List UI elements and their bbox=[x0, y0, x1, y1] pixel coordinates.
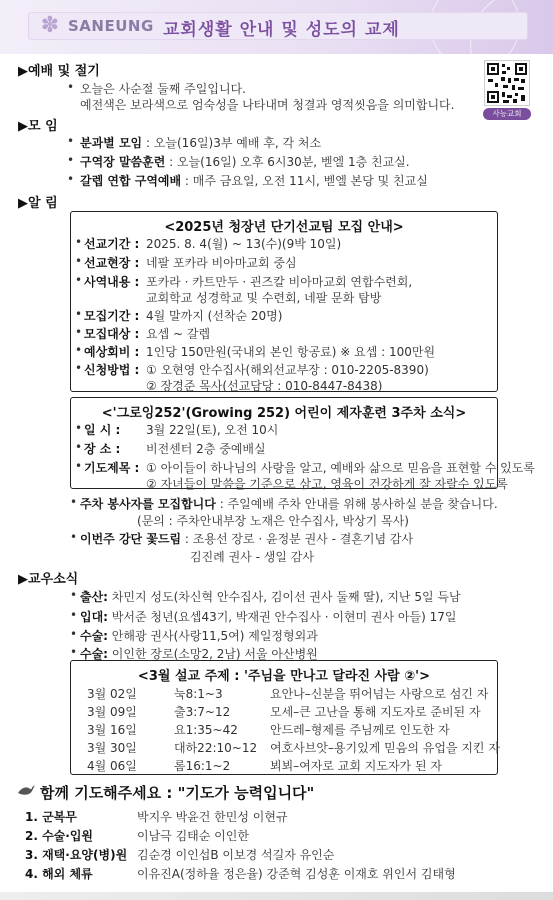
news-item-label: 수술: bbox=[80, 647, 108, 661]
mission-row bbox=[70, 289, 498, 305]
sermon-text: 모세–큰 고난을 통해 지도자로 준비된 자 bbox=[270, 705, 481, 719]
sermon-ref: 출3:7~12 bbox=[174, 705, 231, 719]
sermon-date: 3월 02일 bbox=[87, 687, 137, 701]
flower-notice bbox=[80, 530, 413, 547]
growing-row bbox=[70, 475, 508, 491]
mission-row-value: 4월 말까지 (선착순 20명) bbox=[146, 309, 283, 323]
mission-row-value: 교회학교 성경학교 및 수련회, 네팔 문화 탐방 bbox=[146, 291, 382, 305]
qr-badge: 사능교회 bbox=[483, 108, 531, 120]
parking-label: 주차 봉사자를 모집합니다 bbox=[80, 497, 216, 511]
sermon-ref: 눅8:1~3 bbox=[174, 687, 223, 701]
bullet-dot: • bbox=[70, 588, 78, 602]
growing-row-label: 장 소 : bbox=[84, 442, 121, 456]
growing-row-value: ② 자녀들이 말씀을 기준으로 삼고, 영육이 건강하게 잘 자랄수 있도록 bbox=[146, 477, 508, 491]
mission-row-value: ② 장경준 목사(선교담당 : 010-8447-8438) bbox=[146, 379, 383, 393]
mission-row-label: 선교현장 : bbox=[84, 256, 140, 270]
bullet-dot: • bbox=[75, 235, 83, 249]
sermon-date: 3월 16일 bbox=[87, 723, 137, 737]
bullet-dot: • bbox=[75, 421, 83, 435]
bullet-dot: • bbox=[75, 254, 83, 268]
growing-row-value: 비전센터 2층 중예배실 bbox=[146, 442, 266, 456]
prayer-row bbox=[25, 808, 525, 824]
prayer-row-label: 2. 수술·입원 bbox=[25, 829, 94, 843]
bullet-dot: • bbox=[75, 343, 83, 357]
mission-row bbox=[70, 307, 498, 323]
section-heading-news: ▶교우소식 bbox=[18, 572, 79, 587]
sermon-row bbox=[70, 757, 498, 773]
bullet-dot: • bbox=[70, 645, 78, 659]
mission-row-label: 신청방법 : bbox=[84, 363, 140, 377]
bullet-dot: • bbox=[67, 80, 75, 94]
meeting-item-label: 분과별 모임 bbox=[80, 136, 143, 150]
mission-row bbox=[70, 377, 498, 393]
sermon-row bbox=[70, 739, 498, 755]
mission-row-label: 예상회비 : bbox=[84, 345, 140, 359]
sermon-title: <3월 설교 주제 : '주님을 만나고 달라진 사람 ②'> bbox=[137, 669, 431, 684]
prayer-row bbox=[25, 846, 525, 862]
bullet-dot: • bbox=[70, 608, 78, 622]
sermon-date: 4월 06일 bbox=[87, 759, 137, 773]
growing-row-label: 일 시 : bbox=[84, 423, 121, 437]
sermon-text: 요안나–신분을 뛰어넘는 사랑으로 섬긴 자 bbox=[270, 687, 489, 701]
news-item-value: 이인한 장로(소망2, 2남) 서울 아산병원 bbox=[107, 647, 318, 661]
sermon-row bbox=[70, 685, 498, 701]
sermon-ref: 롬16:1~2 bbox=[174, 759, 231, 773]
prayer-row-value: 이남극 김태순 이인한 bbox=[137, 829, 249, 843]
bullet-dot: • bbox=[75, 307, 83, 321]
mission-row-value: 요셉 ~ 갈렙 bbox=[146, 327, 211, 341]
worship-line-2: 예전색은 보라색으로 엄숙성을 나타내며 청결과 영적씻음을 의미합니다. bbox=[80, 98, 455, 112]
sermon-text: 여호사브앗–용기있게 믿음의 유업을 지킨 자 bbox=[270, 741, 500, 755]
parking-notice bbox=[80, 495, 498, 512]
mission-row-value: 2025. 8. 4(월) ~ 13(수)(9박 10일) bbox=[146, 237, 342, 251]
meeting-item-value: : 매주 금요일, 오전 11시, 벧엘 본당 및 친교실 bbox=[181, 174, 428, 188]
news-item-value: 박서준 청년(요셉43기, 박재권 안수집사 · 이현미 권사 아들) 17일 bbox=[107, 610, 457, 624]
sermon-date: 3월 30일 bbox=[87, 741, 137, 755]
sermon-text: 안드레–형제를 주님께로 인도한 자 bbox=[270, 723, 450, 737]
section-heading-meeting: ▶모 임 bbox=[18, 119, 58, 134]
meeting-item-1 bbox=[80, 134, 321, 151]
meeting-item-3 bbox=[80, 172, 428, 189]
growing-row bbox=[70, 459, 535, 475]
worship-line-1: 오늘은 사순절 둘째 주일입니다. bbox=[80, 82, 246, 96]
sermon-ref: 대하22:10~12 bbox=[174, 741, 258, 755]
bullet-dot: • bbox=[67, 153, 75, 167]
prayer-row-value: 박지우 박윤건 한민성 이현규 bbox=[137, 810, 288, 824]
bullet-dot: • bbox=[75, 440, 83, 454]
bullet-dot: • bbox=[75, 273, 83, 287]
prayer-row-label: 1. 군복무 bbox=[25, 810, 77, 824]
mission-row-label: 모집대상 : bbox=[84, 327, 140, 341]
mission-row bbox=[70, 343, 498, 359]
section-heading-notice: ▶알 림 bbox=[18, 196, 58, 211]
section-heading-worship: ▶예배 및 절기 bbox=[18, 64, 100, 79]
mission-row bbox=[70, 361, 498, 377]
growing-row bbox=[70, 440, 498, 456]
meeting-item-value: : 오늘(16일)3부 예배 후, 각 처소 bbox=[142, 136, 322, 150]
bullet-dot: • bbox=[70, 495, 78, 509]
prayer-row bbox=[25, 827, 525, 843]
meeting-item-label: 구역장 말씀훈련 bbox=[80, 155, 166, 169]
growing-title: <'그로잉252'(Growing 252) 어린이 제자훈련 3주차 소식> bbox=[101, 406, 467, 421]
mission-row bbox=[70, 273, 498, 289]
prayer-title: 함께 기도해주세요 : "기도가 능력입니다" bbox=[40, 784, 315, 802]
flower-value: : 조용선 장로 · 윤정분 권사 - 결혼기념 감사 bbox=[181, 532, 414, 546]
bullet-dot: • bbox=[70, 530, 78, 544]
news-item-value: 차민지 성도(차신혁 안수집사, 김이선 권사 둘째 딸), 지난 5일 득남 bbox=[107, 590, 461, 604]
bullet-dot: • bbox=[75, 325, 83, 339]
growing-row bbox=[70, 421, 498, 437]
growing-row-value: 3월 22일(토), 오전 10시 bbox=[146, 423, 279, 437]
footer-band bbox=[0, 892, 553, 900]
news-item-label: 출산: bbox=[80, 590, 108, 604]
mission-row-value: 포카라 · 카트만두 · 괸즈칼 비아마교회 연합수련회, bbox=[146, 275, 413, 289]
news-item-label: 입대: bbox=[80, 610, 108, 624]
news-item bbox=[80, 627, 318, 644]
mission-row-label: 사역내용 : bbox=[84, 275, 140, 289]
parking-contact: (문의 : 주차안내부장 노재은 안수집사, 박상기 목사) bbox=[137, 514, 409, 528]
header-banner bbox=[0, 0, 553, 54]
mission-row bbox=[70, 235, 498, 251]
prayer-row-value: 김순경 이인섭B 이보경 석길자 유인순 bbox=[137, 848, 335, 862]
flower-label: 이번주 강단 꽃드림 bbox=[80, 532, 182, 546]
growing-row-value: ① 아이들이 하나님의 사랑을 알고, 예배와 삶으로 믿음을 표현할 수 있도록 bbox=[146, 461, 535, 475]
mission-row bbox=[70, 254, 498, 270]
sermon-row bbox=[70, 721, 498, 737]
sermon-date: 3월 09일 bbox=[87, 705, 137, 719]
flower-notice-2: 김진례 권사 - 생일 감사 bbox=[190, 550, 314, 564]
prayer-row-value: 이유진A(정하율 정은율) 강준혁 김성훈 이재호 위인서 김태형 bbox=[137, 867, 456, 881]
page-title: 교회생활 안내 및 성도의 교제 bbox=[163, 20, 400, 40]
prayer-row bbox=[25, 865, 525, 881]
bullet-dot: • bbox=[67, 172, 75, 186]
meeting-item-2 bbox=[80, 153, 410, 170]
news-item-value: 안해광 권사(사랑11,5여) 제일정형외과 bbox=[107, 629, 318, 643]
mission-title: <2025년 청장년 단기선교팀 모집 안내> bbox=[164, 220, 404, 235]
lotus-icon: ✽ bbox=[40, 13, 60, 38]
qr-code-icon[interactable] bbox=[484, 60, 530, 106]
meeting-item-value: : 오늘(16일) 오후 6시30분, 벧엘 1층 친교실. bbox=[165, 155, 410, 169]
mission-row-label: 선교기간 : bbox=[84, 237, 140, 251]
mission-row-value: 네팔 포카라 비아마교회 중심 bbox=[146, 256, 297, 270]
mission-row-label: 모집기간 : bbox=[84, 309, 140, 323]
mission-row-value: ① 오현영 안수집사(해외선교부장 : 010-2205-8390) bbox=[146, 363, 429, 377]
prayer-row-label: 4. 해외 체류 bbox=[25, 867, 93, 881]
news-item bbox=[80, 608, 456, 625]
bullet-dot: • bbox=[75, 361, 83, 375]
sermon-row bbox=[70, 703, 498, 719]
sermon-ref: 요1:35~42 bbox=[174, 723, 238, 737]
growing-row-label: 기도제목 : bbox=[84, 461, 140, 475]
meeting-item-label: 갈렙 연합 구역예배 bbox=[80, 174, 182, 188]
bullet-dot: • bbox=[75, 459, 83, 473]
mission-row-value: 1인당 150만원(국내외 본인 항공료) ※ 요셉 : 100만원 bbox=[146, 345, 436, 359]
church-logo: SANEUNG bbox=[68, 17, 154, 35]
prayer-row-label: 3. 재택·요양(병)원 bbox=[25, 848, 128, 862]
news-item-label: 수술: bbox=[80, 629, 108, 643]
news-item bbox=[80, 588, 461, 605]
dove-icon bbox=[17, 781, 37, 799]
parking-value: : 주일예배 주차 안내를 위해 봉사하실 분을 찾습니다. bbox=[215, 497, 498, 511]
bullet-dot: • bbox=[67, 134, 75, 148]
bullet-dot: • bbox=[70, 627, 78, 641]
sermon-text: 뵈뵈–여자로 교회 지도자가 된 자 bbox=[270, 759, 442, 773]
mission-row bbox=[70, 325, 498, 341]
